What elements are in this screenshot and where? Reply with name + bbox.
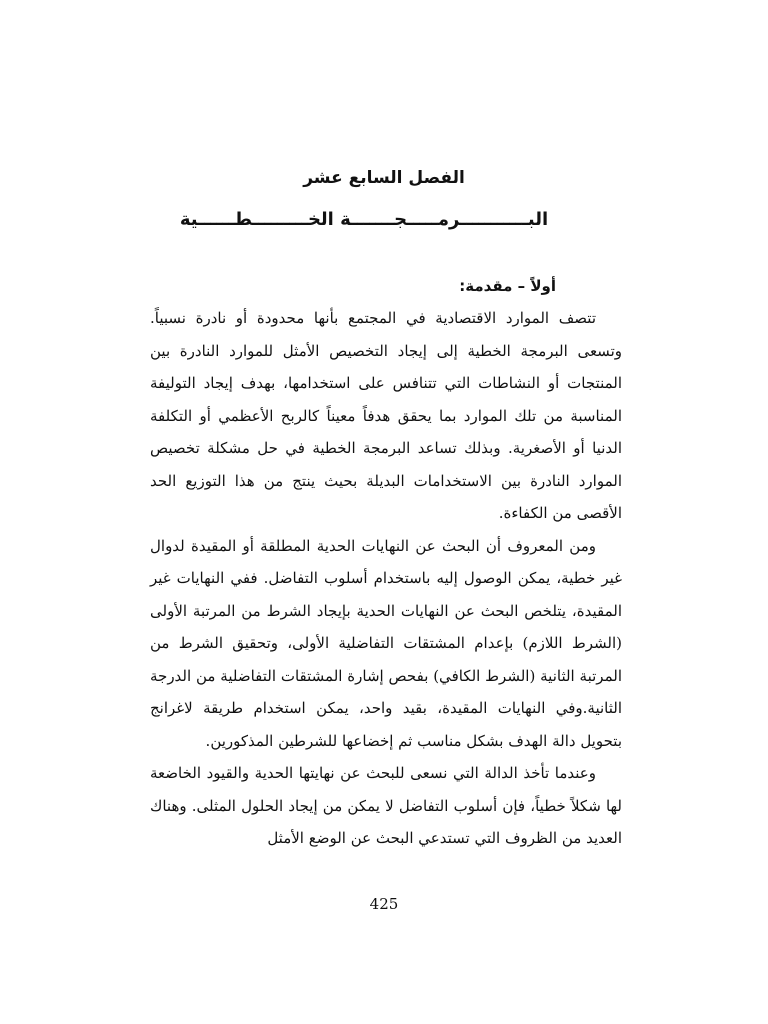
paragraph: تتصف الموارد الاقتصادية في المجتمع بأنها محدودة أو نادرة نسبياً. وتسعى البرمجة الخطية إلى إيجاد التخصيص الأمثل للموارد النادرة بين المنتجات أو النشاطات التي تتنافس على استخدامها، بهدف إيجاد التوليفة المناسبة من تلك الموارد بما يحقق هدفاً معيناً كالربح الأعظمي أو التكلفة الدنيا أو الأصغرية. وبذلك تساعد البرمجة الخطية في حل مشكلة تخصيص الموارد النادرة بين الاستخدامات البديلة بحيث ينتج من هذا التوزيع الحد الأقصى من الكفاءة. <box>150 309 622 522</box>
page-number: 425 <box>369 895 399 913</box>
subheading-introduction: أولاً – مقدمة: <box>459 277 556 295</box>
section-title: البـــــــــــرمـــــجـــــــة الخـــــــــطــــــية <box>179 209 549 230</box>
document-body <box>150 270 622 855</box>
paragraph: ومن المعروف أن البحث عن النهايات الحدية المطلقة أو المقيدة لدوال غير خطية، يمكن الوصول إليه باستخدام أسلوب التفاضل. ففي النهايات غير المقيدة، يتلخص البحث عن النهايات الحدية بإيجاد الشرط من المرتبة الأولى (الشرط اللازم) بإعدام المشتقات التفاضلية الأولى، وتحقيق الشرط من المرتبة الثانية (الشرط الكافي) بفحص إشارة المشتقات التفاضلية من الدرجة الثانية.وفي النهايات المقيدة، بقيد واحد، يمكن استخدام طريقة لاغرانج بتحويل دالة الهدف بشكل مناسب ثم إخضاعها للشرطين المذكورين. <box>150 536 622 750</box>
paragraph: وعندما تأخذ الدالة التي نسعى للبحث عن نهايتها الحدية والقيود الخاضعة لها شكلاً خطياً، فإن أسلوب التفاضل لا يمكن من إيجاد الحلول المثلى. وهناك العديد من الظروف التي تستدعي البحث عن الوضع الأمثل <box>150 764 622 847</box>
chapter-title: الفصل السابع عشر <box>303 168 465 188</box>
